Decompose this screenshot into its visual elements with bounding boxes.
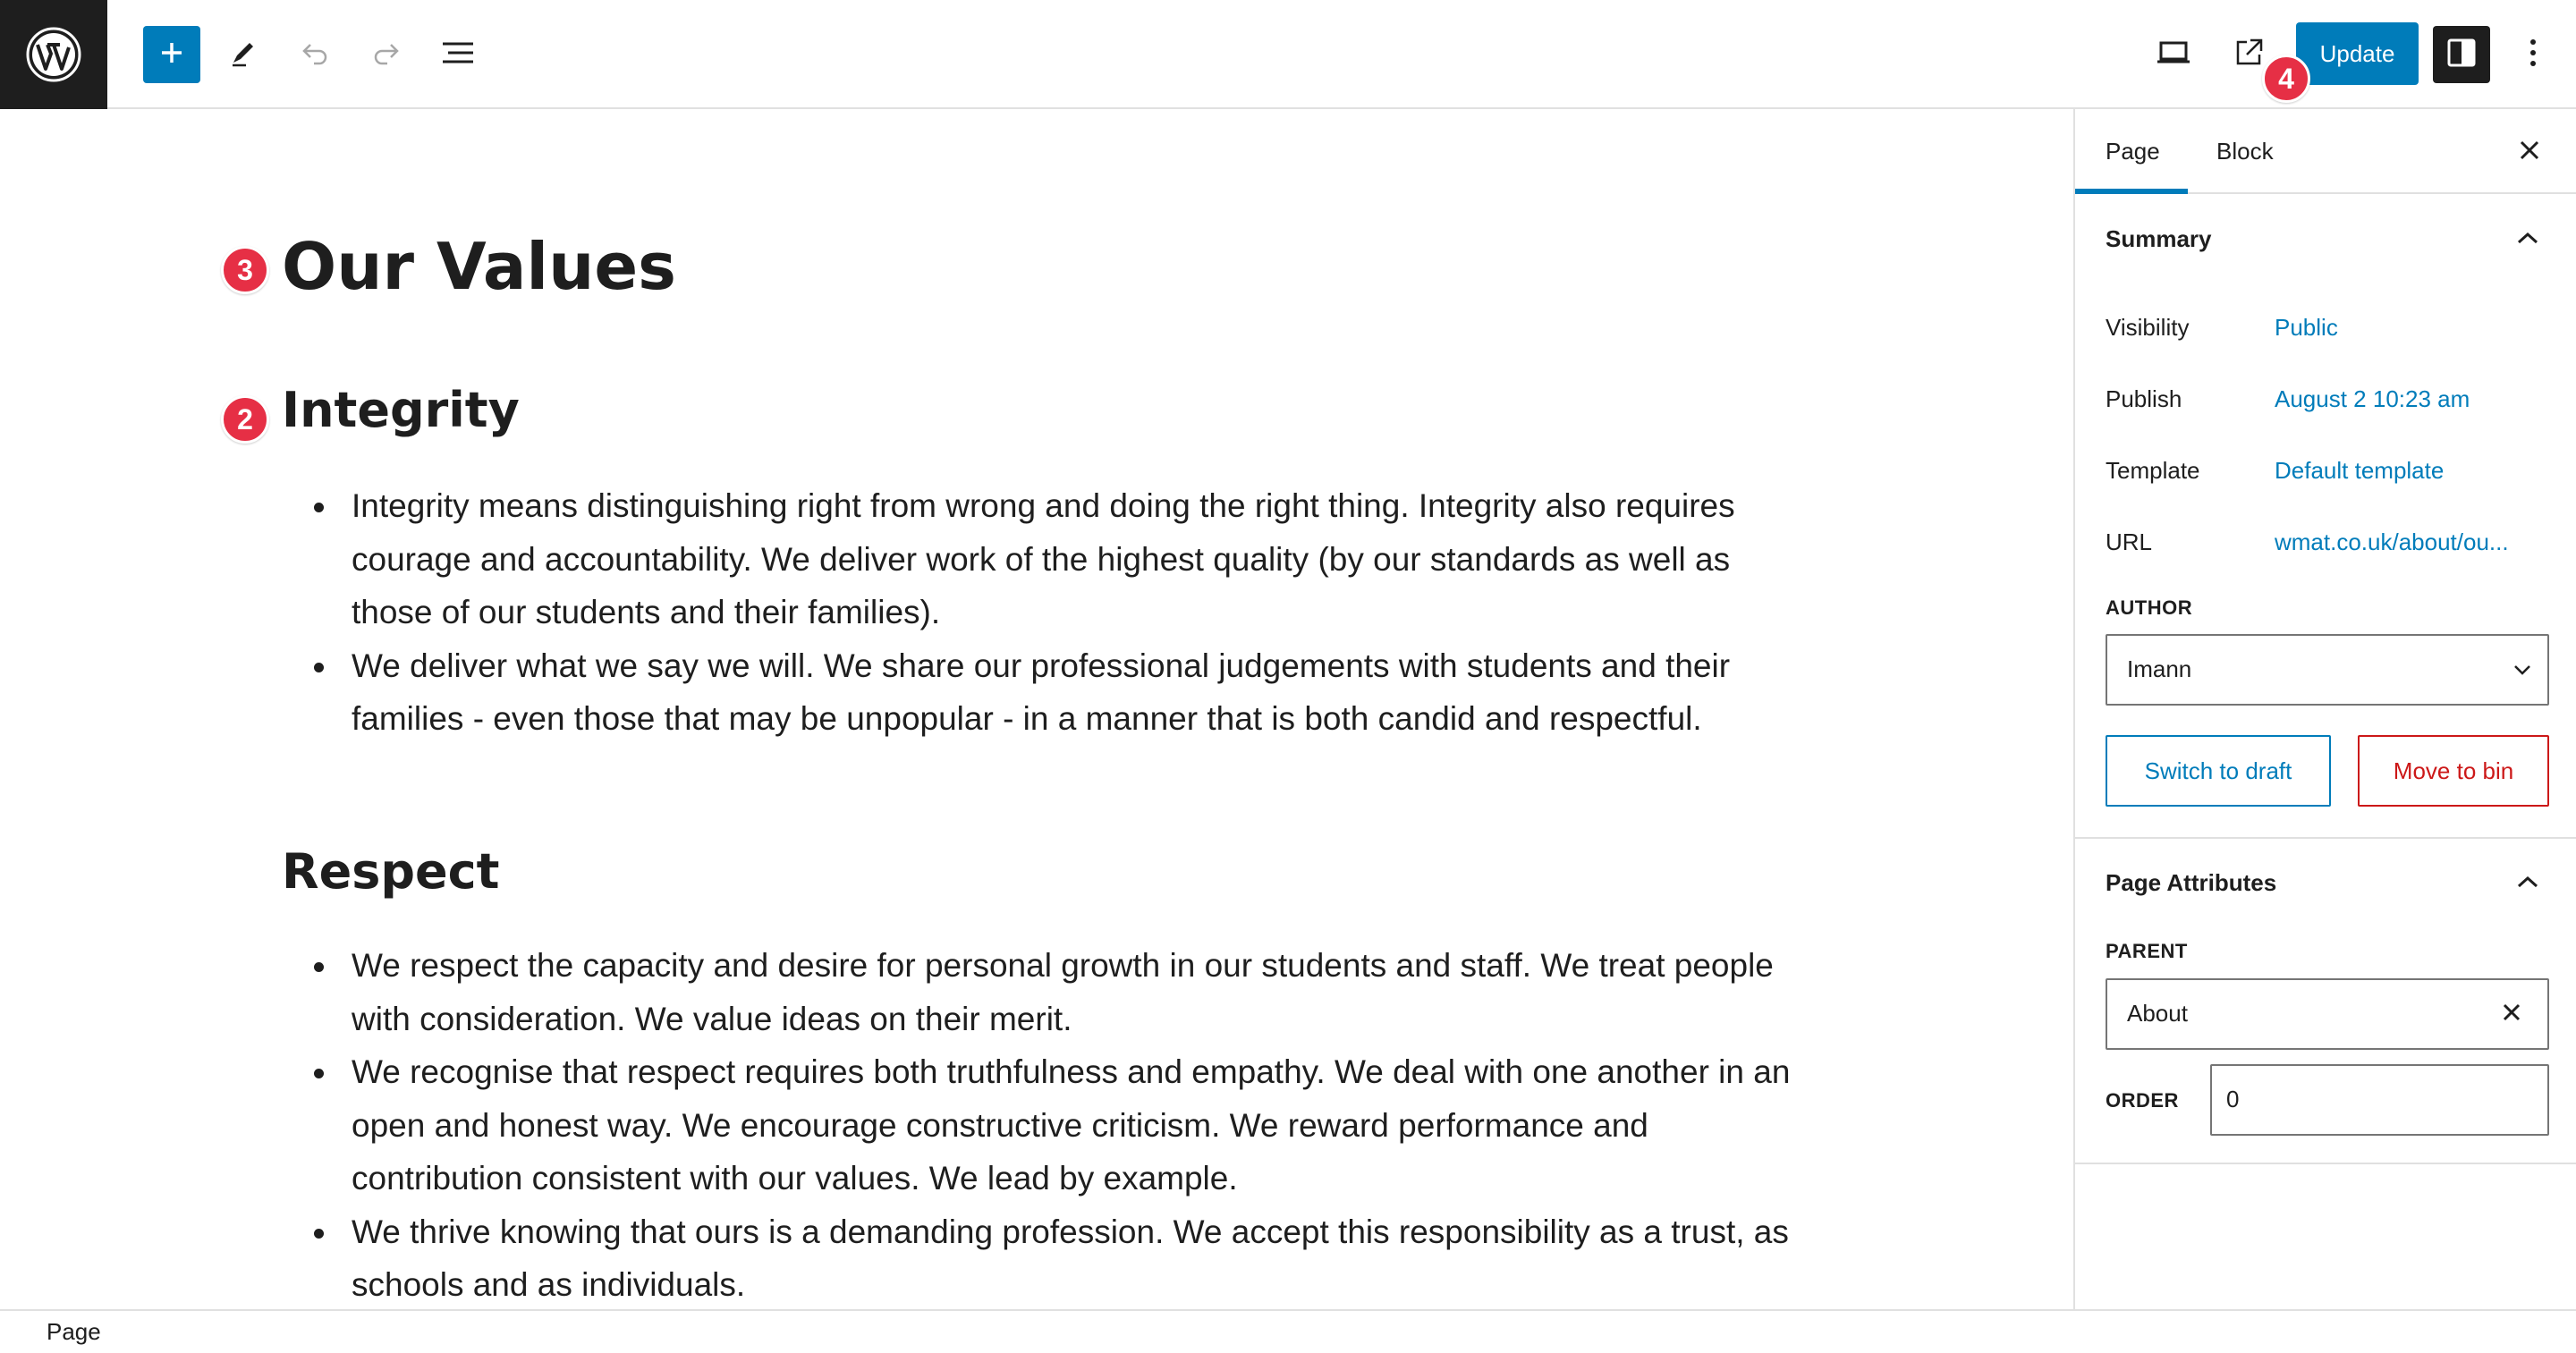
parent-label: PARENT: [2106, 940, 2188, 962]
plus-icon: [158, 39, 185, 71]
publish-label: Publish: [2106, 385, 2182, 412]
wordpress-logo-icon[interactable]: [0, 0, 107, 109]
update-button[interactable]: Update: [2296, 22, 2419, 85]
clear-parent-button[interactable]: [2492, 994, 2531, 1034]
visibility-label: Visibility: [2106, 314, 2190, 341]
update-step-badge: 4: [2262, 55, 2310, 103]
visibility-value[interactable]: Public: [2275, 314, 2338, 341]
template-label: Template: [2106, 457, 2200, 484]
url-value[interactable]: wmat.co.uk/about/ou...: [2275, 529, 2509, 555]
breadcrumb[interactable]: Page: [47, 1318, 101, 1345]
list-item[interactable]: We deliver what we say we will. We share our professional judgements with students and their families - even those that may be unpopular - in a manner that is both candid and respectful.: [352, 639, 1818, 746]
undo-icon: [300, 38, 330, 72]
tab-block-label: Block: [2216, 138, 2274, 165]
redo-icon: [371, 38, 402, 72]
close-icon: [2502, 1002, 2521, 1027]
chevron-up-icon[interactable]: [2510, 864, 2546, 900]
heading-step-badge: 2: [221, 395, 269, 444]
external-link-icon: [2233, 37, 2265, 73]
move-to-bin-button[interactable]: Move to bin: [2358, 735, 2549, 807]
heading-block-integrity[interactable]: Integrity: [282, 382, 520, 438]
page-title[interactable]: Our Values: [282, 229, 677, 304]
tools-button[interactable]: [215, 26, 272, 83]
list-item[interactable]: Integrity means distinguishing right from wrong and doing the right thing. Integrity also requires courage and accountability. We deliver work of the highest quality (by our standards as well as those of our students and their families).: [352, 479, 1818, 639]
tab-page[interactable]: [2106, 109, 2186, 194]
list-block-respect[interactable]: [352, 939, 1818, 1309]
close-sidebar-button[interactable]: [2508, 131, 2551, 173]
template-value[interactable]: Default template: [2275, 457, 2445, 484]
active-tab-indicator: [2075, 189, 2188, 194]
sidebar-toggle-icon: [2445, 37, 2478, 73]
order-input[interactable]: [2210, 1064, 2549, 1136]
tab-block[interactable]: [2216, 109, 2274, 194]
undo-button[interactable]: [286, 26, 343, 83]
author-value: Imann: [2127, 655, 2192, 682]
sidebar-tabs: [2075, 109, 2576, 194]
page-attributes-panel-title[interactable]: Page Attributes: [2106, 869, 2277, 896]
more-vertical-icon: [2529, 38, 2538, 72]
list-item[interactable]: We thrive knowing that ours is a demanding profession. We accept this responsibility as a trust, as schools and as individuals.: [352, 1205, 1818, 1310]
parent-value: About: [2127, 1000, 2188, 1027]
summary-panel-title[interactable]: Summary: [2106, 225, 2212, 252]
author-label: AUTHOR: [2106, 596, 2193, 619]
list-view-icon: [441, 39, 475, 71]
editor-footer: [0, 1309, 2576, 1353]
list-block-integrity[interactable]: [352, 479, 1818, 746]
redo-button[interactable]: [358, 26, 415, 83]
pencil-icon: [228, 38, 258, 72]
settings-sidebar: [2073, 109, 2576, 1309]
chevron-down-icon: [2506, 654, 2538, 686]
preview-button[interactable]: [2145, 26, 2202, 83]
block-inserter-button[interactable]: [143, 26, 200, 83]
panel-divider: [2075, 837, 2576, 839]
panel-divider: [2075, 1163, 2576, 1164]
url-label: URL: [2106, 529, 2153, 555]
parent-combobox[interactable]: [2106, 978, 2549, 1050]
chevron-up-icon[interactable]: [2510, 220, 2546, 256]
settings-button[interactable]: [2433, 26, 2490, 83]
publish-value[interactable]: August 2 10:23 am: [2275, 385, 2470, 412]
list-view-button[interactable]: [429, 26, 487, 83]
desktop-icon: [2156, 38, 2191, 72]
close-icon: [2519, 140, 2540, 165]
list-item[interactable]: We recognise that respect requires both truthfulness and empathy. We deal with one another in an open and honest way. We encourage constructive criticism. We reward performance and contribution consistent with our values. We lead by example.: [352, 1045, 1818, 1205]
order-label: ORDER: [2106, 1089, 2179, 1112]
heading-block-respect[interactable]: Respect: [282, 843, 500, 900]
editor-header: [0, 0, 2576, 109]
options-button[interactable]: [2504, 26, 2562, 83]
title-step-badge: 3: [221, 246, 269, 294]
list-item[interactable]: We respect the capacity and desire for personal growth in our students and staff. We treat people with consideration. We value ideas on their merit.: [352, 939, 1818, 1045]
switch-to-draft-button[interactable]: Switch to draft: [2106, 735, 2331, 807]
author-select[interactable]: [2106, 634, 2549, 706]
editor-canvas[interactable]: [0, 109, 2073, 1309]
tab-page-label: Page: [2106, 138, 2160, 165]
order-value: 0: [2226, 1086, 2240, 1112]
